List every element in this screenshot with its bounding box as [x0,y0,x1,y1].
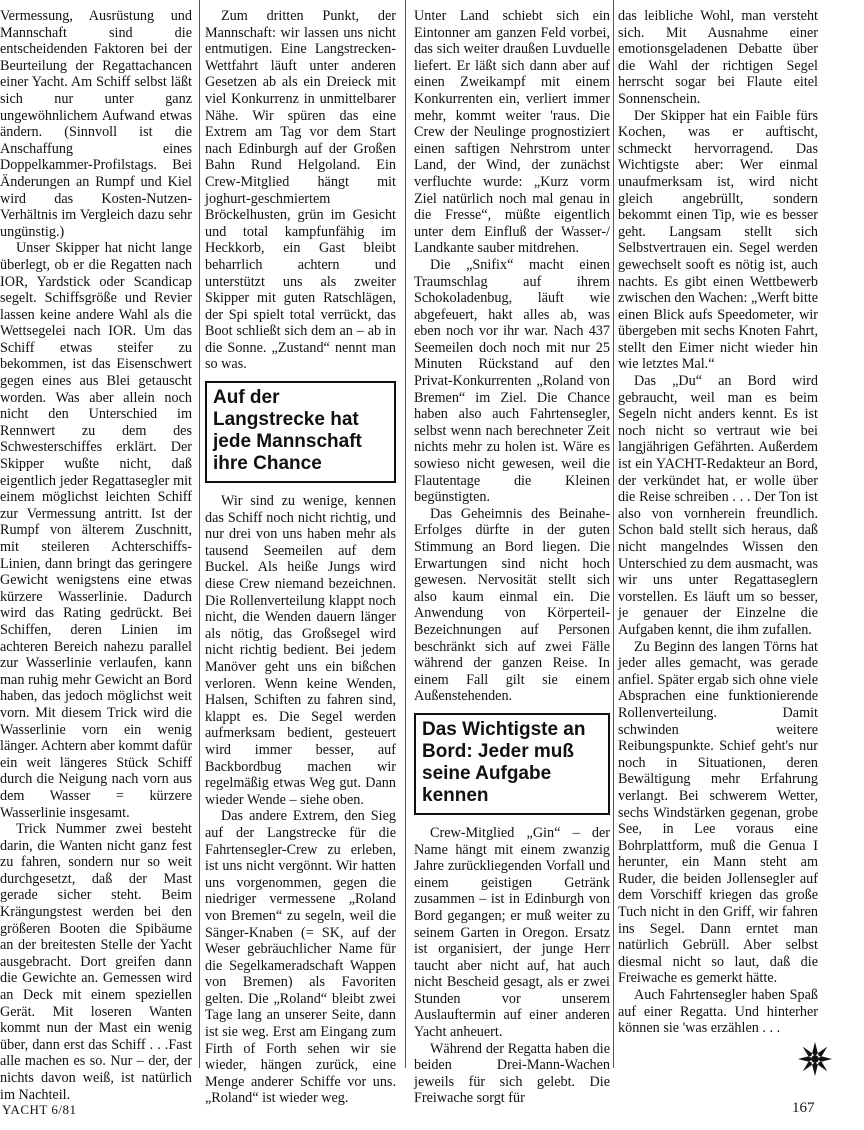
paragraph: Der Skipper hat ein Faible fürs Kochen, was er auftischt, schmeckt hervorragend. Das Wichtigste aber: Wer einmal unaufmerksam ist, wird nicht gleich angebrüllt, sondern bekommt einen Tip, wie es besser geht. Langsam stellt sich Selbstvertrauen ein. Segel werden gewechselt sooft es nötig ist, auch nachts. Es gibt einen Wettbewerb zwischen den Wachen: „Werft bitte einen Blick aufs Speedometer, wir übergeben mit sechs Knoten Fahrt, stellt den Eimer nicht wieder hin wie letztes Mal.“ [618,107,818,373]
paragraph: Trick Nummer zwei besteht darin, die Wanten nicht ganz fest zu fahren, sondern nur so weit durchgesetzt, daß der Mast gerade sicher steht. Beim Krängungstest werden bei den größeren Booten die Spibäume an der breitesten Stelle der Yacht ausgebracht. Dort greifen dann die Gewichte an. Gemessen wird an Deck mit einem speziellen Gerät. Mit loseren Wanten kommt nun der Mast ein wenig über, dann erst das Schiff . . .Fast alle machen es so. Nur – der, der nichts davon weiß, ist natürlich im Nachteil. [0,821,192,1103]
issue-label: YACHT 6/81 [2,1102,77,1117]
paragraph: Auch Fahrtensegler haben Spaß auf einer Regatta. Und hinterher können sie 'was erzählen . . . [618,987,818,1037]
paragraph: Vermessung, Ausrüstung und Mannschaft sind die entscheidenden Faktoren bei der Beurteilung der Regattachancen einer Yacht. Am Schiff selbst läßt sich nur unter ganz ungewöhnlichem Aufwand etwas ändern. (Sinnvoll ist die Anschaffung eines Doppelkammer-Profilstags. Bei Änderungen an Rumpf und Kiel wird das Kosten-Nutzen-Verhältnis im Vergleich dazu sehr ungünstig.) [0,8,192,240]
paragraph: Das andere Extrem, den Sieg auf der Langstrecke für die Fahrtensegler-Crew zu erleben, ist uns nicht vergönnt. Wir hatten uns vorgenommen, gegen die niedriger vermessene „Roland von Bremen“ zu segeln, weil die Sänger-Knaben (= SK, auf der Weser gebräuchlicher Name für die Segelkameradschaft Wappen von Bremen) als Favoriten gelten. Die „Roland“ bleibt zwei Tage lang an unserer Seite, dann ist sie weg. Erst am Eingang zum Firth of Forth sehen wir sie wieder, hängen zurück, eine Menge anderer Schiffe vor uns. „Roland“ ist wieder weg. [205,808,396,1107]
end-of-article-sunburst-icon [796,1040,834,1078]
paragraph: Das „Du“ an Bord wird gebraucht, weil man es beim Segeln nicht anders kennt. Es ist noch nicht so vertraut wie bei langjährigen Gefährten. Außerdem ist ein YACHT-Redakteur an Bord, der verkündet hat, er wolle über die Reise schreiben . . . Der Ton ist also von vornherein freundlich. Schon bald stellt sich heraus, daß nicht mangelndes Wissen den Unterschied zu dem ausmacht, was wir uns unter Regattaseglern vorstellen. Es läuft um so besser, je genauer der Einzelne die Aufgaben kennt, die ihm zufallen. [618,373,818,638]
text-column-3 [414,8,610,1107]
paragraph: Crew-Mitglied „Gin“ – der Name hängt mit einem zwanzig Jahre zurückliegenden Vorfall und einem geistigen Getränk zusammen – ist in Edinburgh von Bord gegangen; er muß weiter zu seinem Garten in Oregon. Ersatz ist organisiert, der junge Herr taucht aber nicht auf, hat auch nicht Bescheid gesagt, als er zwei Stunden vor unserem Auslauftermin auf einer anderen Yacht anheuert. [414,824,610,1041]
column-divider [199,0,200,1068]
paragraph: Die „Snifix“ macht einen Traumschlag auf ihrem Schokoladenbug, läuft wie abgefeuert, hakt alles ab, was eben noch vor ihr war. Nach 437 Seemeilen doch noch mit nur 25 Minuten Rückstand auf den Privat-Konkurrenten „Roland von Bremen“ im Ziel. Die Chance haben also auch Fahrtensegler, selbst wenn nach berechneter Zeit nichts mehr zu holen ist. Wäre es sowieso nicht gewesen, weil die Flautentage die Kleinen begünstigten. [414,256,610,506]
paragraph: Während der Regatta haben die beiden Drei-Mann-Wachen jeweils für sich gelebt. Die Freiwache sorgt für [414,1040,610,1107]
paragraph: Das Geheimnis des Beinahe-Erfolges dürfte in der guten Stimmung an Bord liegen. Die Erwartungen sind nicht hoch gewesen. Nervosität stellt sich also kaum einmal ein. Die Anwendung von Körperteil-Bezeichnungen auf Personen beschränkt sich auf zwei Fälle während der ganzen Reise. In einem Fall gilt sie einem Außenstehenden. [414,505,610,705]
section-headline: Das Wichtigste an Bord: Jeder muß seine Aufgabe kennen [414,713,610,815]
paragraph: das leibliche Wohl, man versteht sich. Mit Ausnahme einer emotionsgeladenen Debatte über die Wahl der richtigen Segel herrscht sogar bei Flaute eitel Sonnenschein. [618,8,818,107]
text-column-4 [618,8,818,1037]
column-divider [405,0,406,1068]
paragraph: Unser Skipper hat nicht lange überlegt, ob er die Regatten nach IOR, Yardstick oder Scandicap segelt. Schiffsgröße und Revier lassen keine andere Wahl als die Wettsegelei nach IOR. Um das Schiff etwas steifer zu bekommen, ist das Eisenschwert gegen eines aus Blei getauscht worden. Was aber allein noch nicht den Unterschied im Rennwert zu dem des Schwesterschiffes erklärt. Der Skipper wußte nicht, daß eigentlich jeder Regattasegler mit einem möglichst leichten Schiff zur Vermessung antritt. Ist der Rumpf von älterem Zuschnitt, mit steileren Achterschiffs-Linien, dann bringt das geringere Gewicht wenigstens eine etwas kürzere Wasserlinie. Dadurch wird das Rating gedrückt. Bei Schiffen, deren Linien im achteren Bereich nahezu parallel zur Wasserlinie verlaufen, kann man ruhig mehr Gewicht an Bord haben, das jedoch möglichst weit vorn. Mit diesem Trick wird die Wasserlinie vorn ein wenig länger. Achtern aber kommt dafür ein weit längeres Stück Schiff durch die Neigung nach vorn aus dem Wasser = kürzere Wasserlinie insgesamt. [0,240,192,821]
paragraph: Wir sind zu wenige, kennen das Schiff noch nicht richtig, und nur drei von uns haben mehr als tausend Seemeilen auf dem Buckel. Als heiße Jungs wird diese Crew niemand bezeichnen. Die Rollenverteilung klappt noch nicht, die Wenden dauern länger als nötig, das Großsegel wird nicht richtig bedient. Bei jedem Manöver geht uns ein bißchen verloren. Wenn keine Wenden, Halsen, Schiften zu fahren sind, klappt es. Die Segel werden aufmerksam bedient, gesteuert wird immer besser, auf Backbordbug machen wir regelmäßig etwas Weg gut. Dann wieder Wende – siehe oben. [205,493,396,808]
page-number: 167 [792,1100,815,1116]
paragraph: Zu Beginn des langen Törns hat jeder alles gemacht, was gerade anfiel. Später ergab sich ohne viele Absprachen eine funktionierende Rollenverteilung. Damit schwinden weitere Reibungspunkte. Schief geht's nur noch in Situationen, deren Bewältigung mehr Erfahrung verlangt. Bei schwerem Wetter, sechs Windstärken gegenan, grobe See, in Lee voraus eine Bohrplattform, muß die Genua I herunter, ein Mann steht am Ruder, die beiden Jollensegler auf dem Vorschiff kriegen das große Tuch nicht in den Griff, wir fahren ins Segel. Dann erntet man natürlich Gebrüll. Aber selbst diesmal nicht so laut, daß die Freiwache es gemerkt hätte. [618,638,818,987]
paragraph: Unter Land schiebt sich ein Eintonner am ganzen Feld vorbei, das sich weiter draußen Luvduelle liefert. Er läßt sich dann aber auf einen Zweikampf mit einem Konkurrenten ein, verliert immer mehr, kommt weiter 'raus. Die Crew der Neulinge prognostiziert einen saftigen Nehrstrom unter Land, der Wind, der zunächst verfluchte wurde: „Kurz vorm Ziel natürlich noch mal genau in die Fresse“, müßte eigentlich unter dem Einfluß der Wasser-/ Landkante sauber mitdrehen. [414,8,610,257]
text-column-1 [0,8,192,1103]
paragraph: Zum dritten Punkt, der Mannschaft: wir lassen uns nicht entmutigen. Eine Langstrecken-Wettfahrt läuft unter anderen Gesetzen ab als ein Dreieck mit viel Konkurrenz in unmittelbarer Nähe. Wir spüren das eine Extrem am Tag vor dem Start nach Edinburgh auf der Großen Bahn Rund Helgoland. Ein Crew-Mitglied hängt mit joghurt-geschmiertem Bröckelhusten, grün im Gesicht und total kampfunfähig im Heckkorb, ein Gast bleibt beharrlich achtern und unterstützt uns als zweiter Skipper mit guten Ratschlägen, der Spi spielt total verrückt, das Boot schließt sich dem an – ab in die Sonne. „Zustand“ nennt man so was. [205,8,396,373]
section-headline: Auf der Langstrecke hat jede Mannschaft ihre Chance [205,381,396,483]
text-column-2 [205,8,396,1107]
column-divider [613,0,614,1068]
